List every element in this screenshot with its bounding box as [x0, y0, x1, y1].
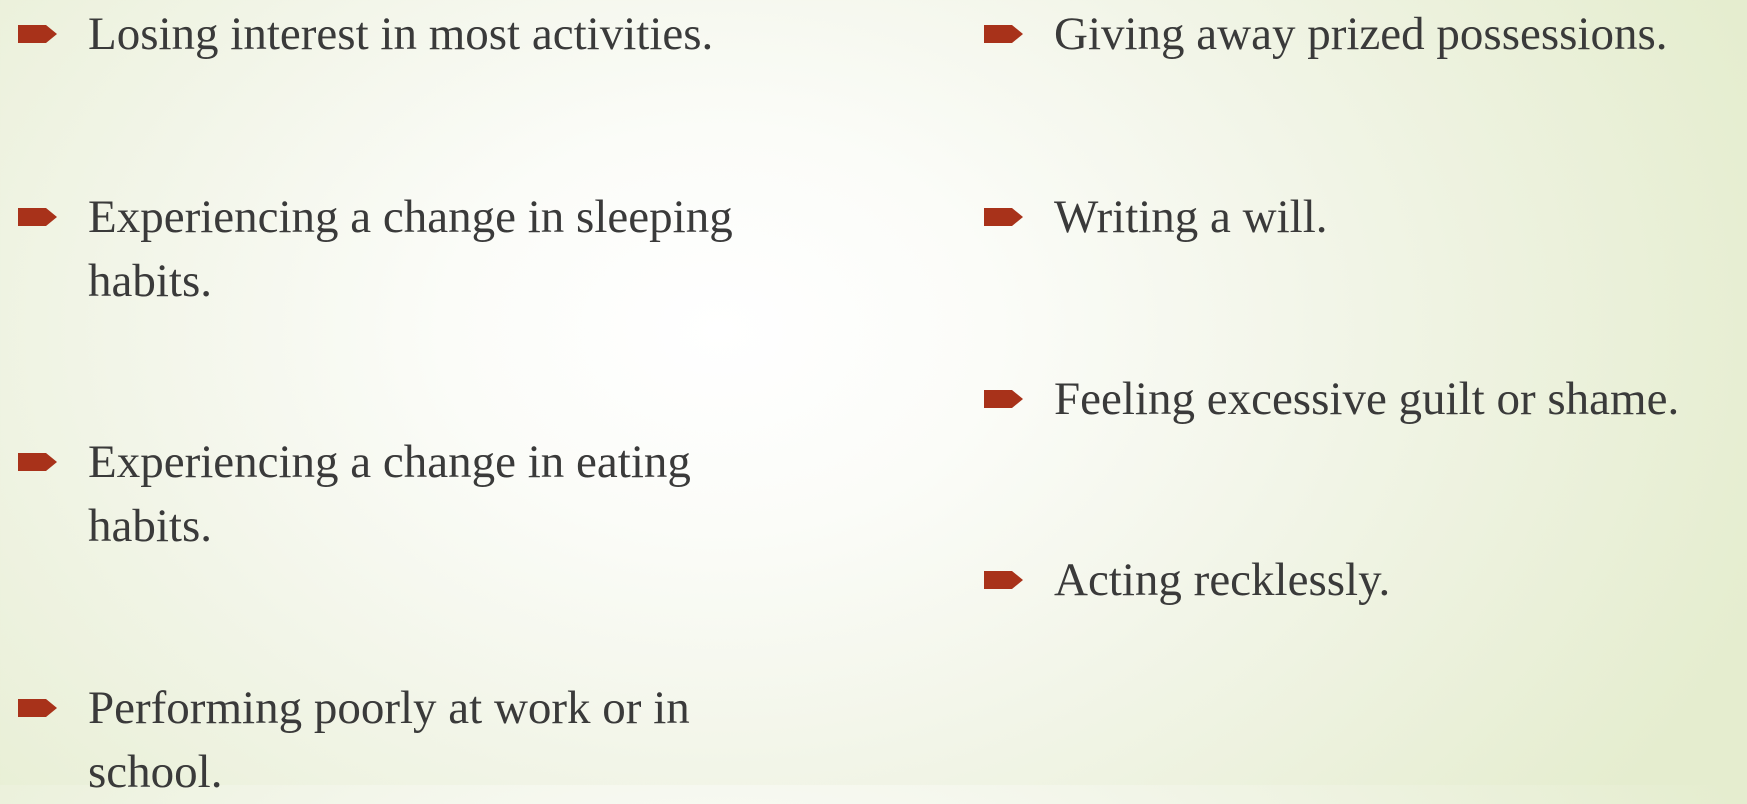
bullet-text: Losing interest in most activities.	[88, 8, 714, 60]
arrow-bullet-icon	[984, 207, 1024, 227]
arrow-bullet-icon	[18, 698, 58, 718]
bullet-text-line: habits.	[88, 255, 213, 307]
arrow-bullet-icon	[984, 570, 1024, 590]
arrow-bullet-icon	[18, 24, 58, 44]
bullet-text: Writing a will.	[1054, 191, 1328, 243]
arrow-bullet-icon	[984, 24, 1024, 44]
bullet-text: Giving away prized possessions.	[1054, 8, 1668, 60]
bullet-text-line: Experiencing a change in sleeping	[88, 191, 733, 243]
bullet-text-line: habits.	[88, 500, 213, 552]
arrow-bullet-icon	[18, 207, 58, 227]
bullet-text: Feeling excessive guilt or shame.	[1054, 373, 1680, 425]
arrow-bullet-icon	[984, 389, 1024, 409]
bullet-text	[88, 185, 733, 313]
bullet-text	[88, 430, 691, 558]
bullet-text-line: Experiencing a change in eating	[88, 436, 691, 488]
bullet-text: Acting recklessly.	[1054, 554, 1391, 606]
bullet-text-line: Performing poorly at work or in	[88, 682, 690, 734]
arrow-bullet-icon	[18, 452, 58, 472]
bullet-text-line: school.	[88, 746, 223, 798]
